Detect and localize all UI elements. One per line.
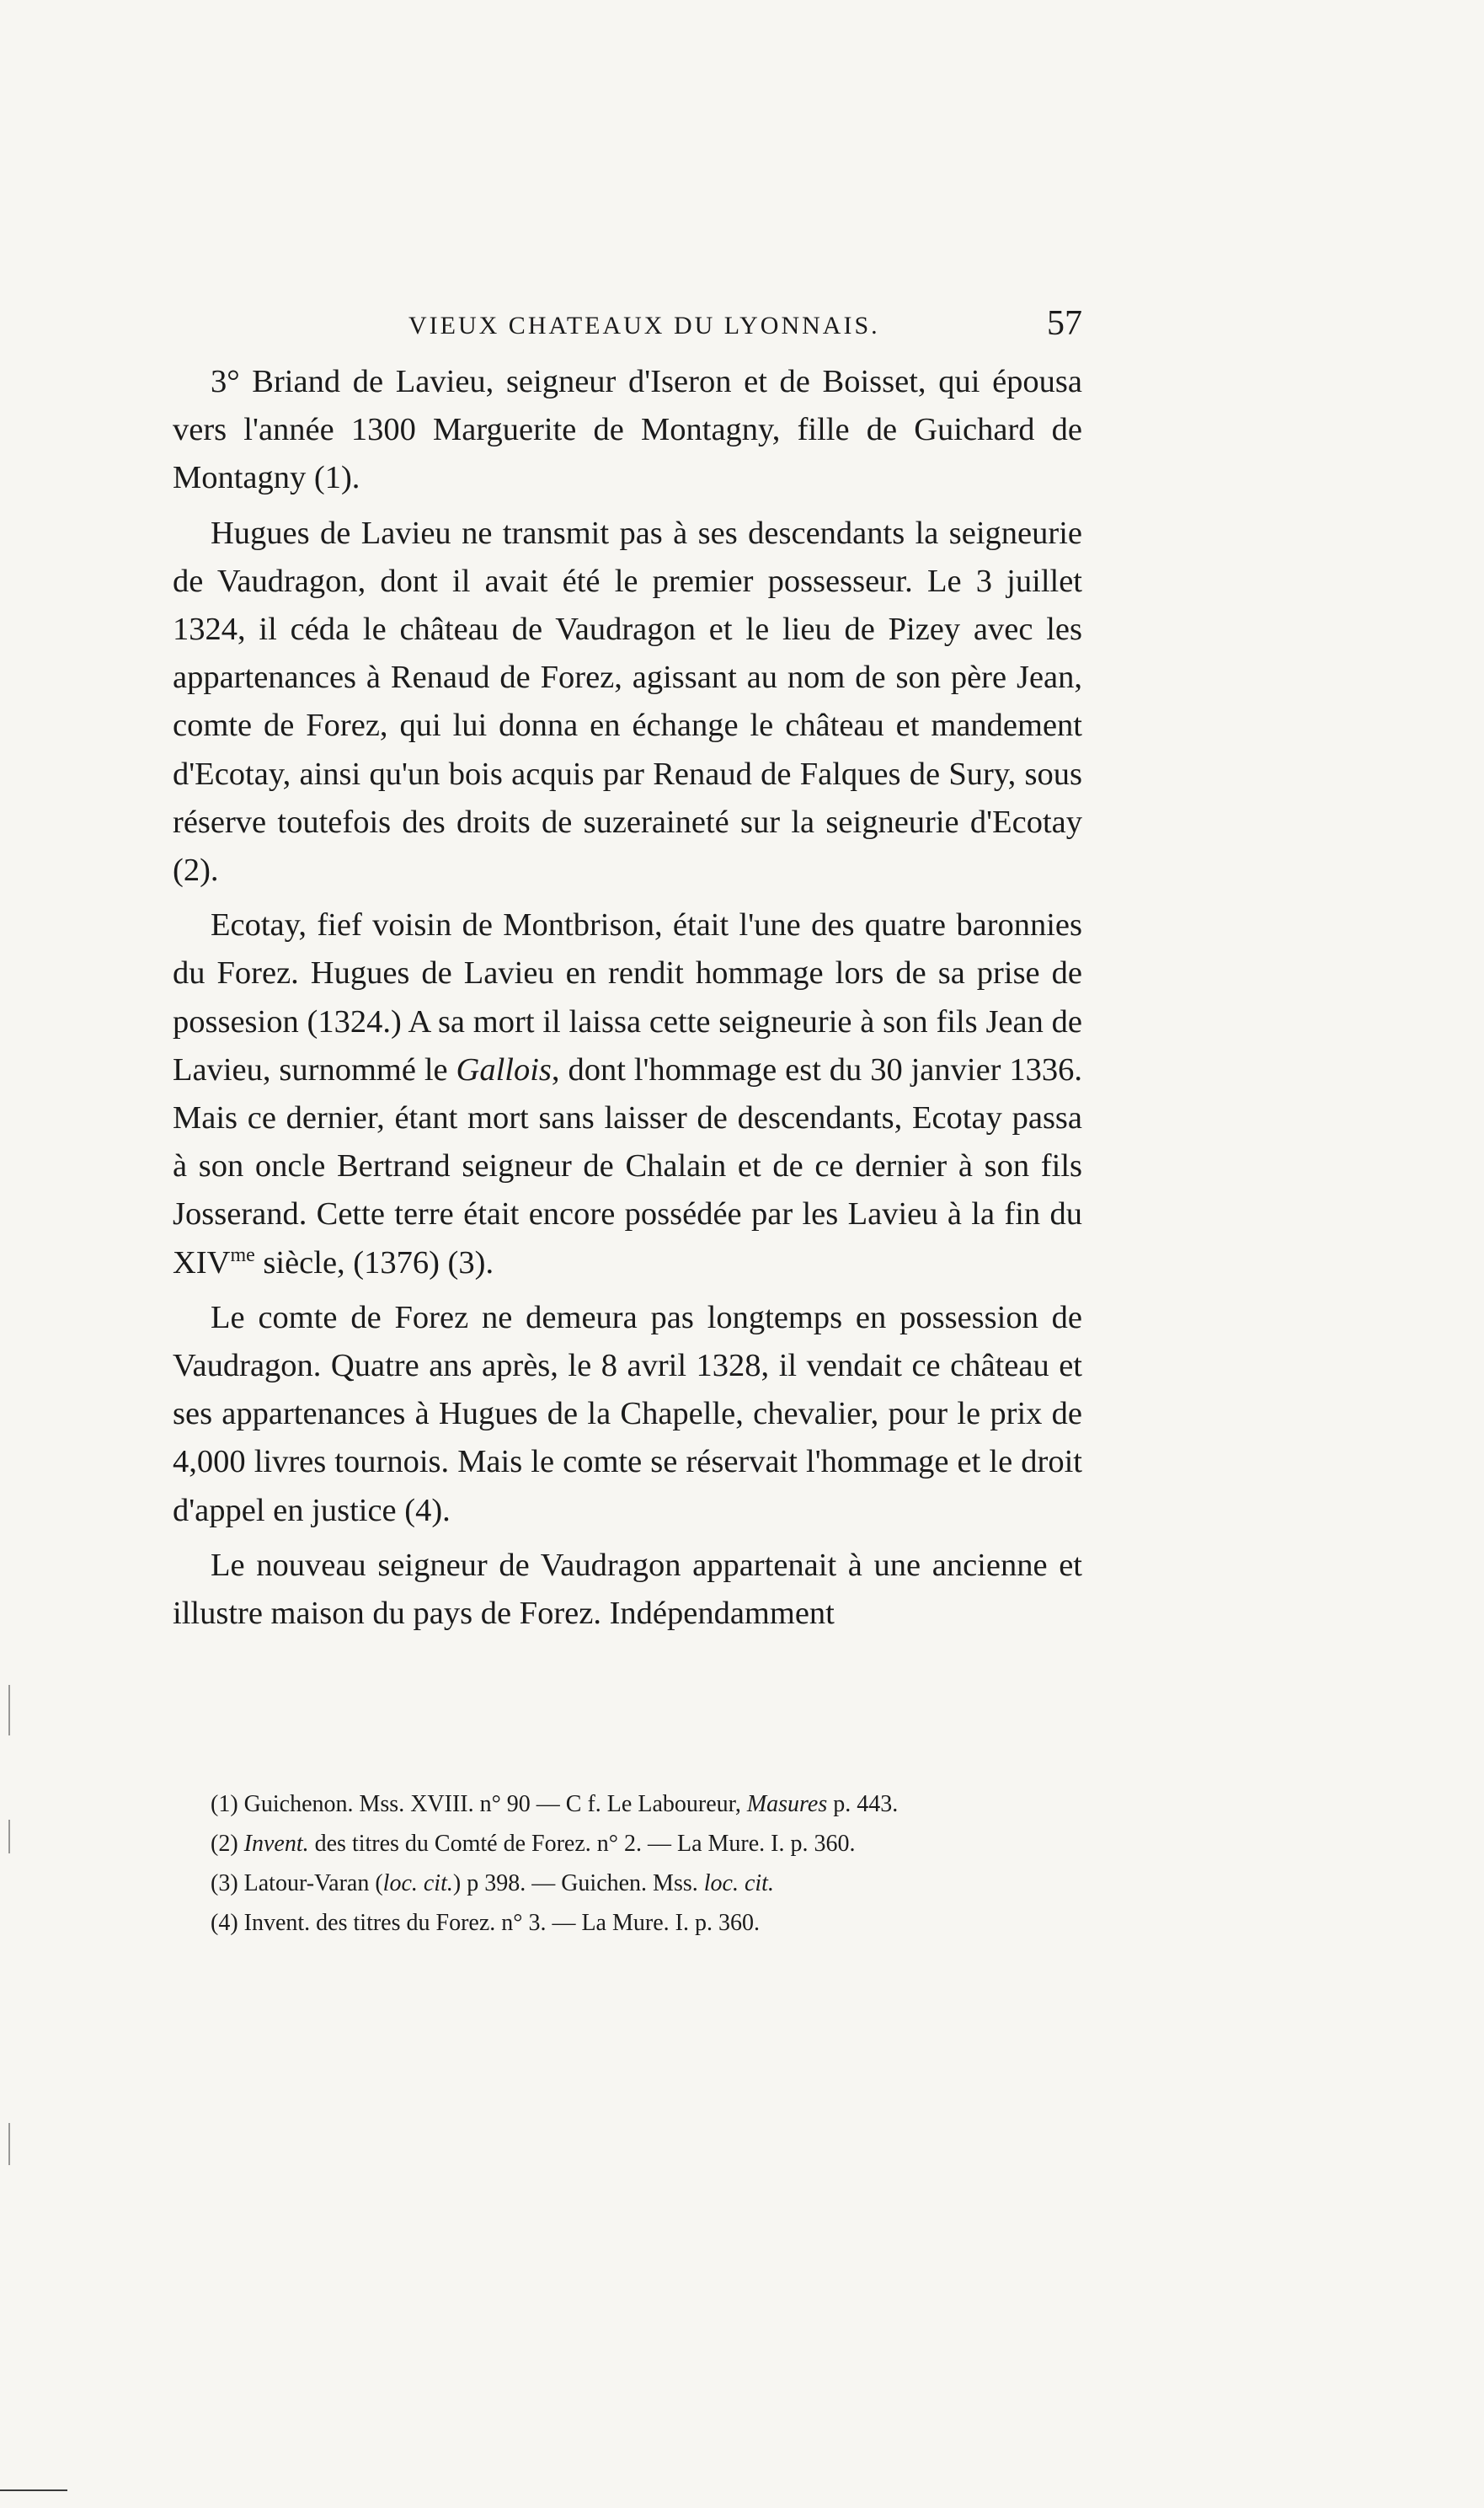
paragraph-text: , dont l'hommage est du 30 janvier 1336. Mais ce dernier, étant mort sans laisser de descendants, Ecotay passa à son oncle Bertrand seigneur de Chalain et de ce dernier à son fils Josserand. Cette terre était encore possédée par les Lavieu à la fin du XIV <box>173 1051 1082 1281</box>
scan-edge-mark <box>8 2123 10 2165</box>
italic-text: Invent. <box>243 1831 309 1857</box>
paragraph <box>173 901 1082 1287</box>
footnotes <box>173 1784 1082 1943</box>
footnote: (4) Invent. des titres du Forez. n° 3. — La Mure. I. p. 360. <box>211 1910 760 1936</box>
running-head <box>173 303 1082 345</box>
paragraph-text: Ecotay, fief voisin de Montbrison, était l'une des quatre baronnies du Forez. Hugues de Lavieu en rendit hommage lors de sa prise de possesion (1324.) A sa mort il laissa cette seigneurie à son fils Jean de Lavieu, surnommé le <box>173 907 1082 1088</box>
italic-text: loc. cit. <box>382 1870 453 1896</box>
scan-edge-mark <box>8 1820 10 1853</box>
footnote <box>173 1824 1082 1864</box>
italic-text: Gallois <box>456 1051 552 1088</box>
footnote <box>173 1784 1082 1824</box>
footnote-text: (2) <box>211 1831 244 1857</box>
page-number: 57 <box>1047 304 1082 343</box>
footnote-text: (3) Latour-Varan ( <box>211 1870 383 1896</box>
body-text <box>173 358 1082 1638</box>
footnote-text: ) p 398. — Guichen. Mss. <box>452 1870 704 1896</box>
running-title: VIEUX CHATEAUX DU LYONNAIS. <box>408 312 880 340</box>
paragraph-text: siècle, (1376) (3). <box>254 1244 494 1281</box>
paragraph: 3° Briand de Lavieu, seigneur d'Iseron et de Boisset, qui épousa vers l'année 1300 Marguerite de Montagny, fille de Guichard de Montagny (1). <box>173 364 1082 496</box>
paragraph: Le nouveau seigneur de Vaudragon appartenait à une ancienne et illustre maison du pays de Forez. Indépendamment <box>173 1547 1082 1632</box>
footnote-text: p. 443. <box>827 1791 899 1817</box>
footnote-text: des titres du Comté de Forez. n° 2. — La Mure. I. p. 360. <box>308 1831 856 1857</box>
footnote <box>173 1864 1082 1903</box>
footnote-text: (1) Guichenon. Mss. XVIII. n° 90 — C f. Le Laboureur, <box>211 1791 747 1817</box>
italic-text: loc. cit. <box>703 1870 774 1896</box>
paragraph: Hugues de Lavieu ne transmit pas à ses descendants la seigneurie de Vaudragon, dont il avait été le premier possesseur. Le 3 juillet 1324, il céda le château de Vaudragon et le lieu de Pizey avec les appartenances à Renaud de Forez, agissant au nom de son père Jean, comte de Forez, qui lui donna en échange le château et mandement d'Ecotay, ainsi qu'un bois acquis par Renaud de Falques de Sury, sous réserve toutefois des droits de suzeraineté sur la seigneurie d'Ecotay (2). <box>173 515 1082 889</box>
italic-text: Masures <box>746 1791 828 1817</box>
paragraph: Le comte de Forez ne demeura pas longtemps en possession de Vaudragon. Quatre ans après, le 8 avril 1328, il vendait ce château et ses appartenances à Hugues de la Chapelle, chevalier, pour le prix de 4,000 livres tournois. Mais le comte se réservait l'hommage et le droit d'appel en justice (4). <box>173 1299 1082 1528</box>
superscript: me <box>230 1243 255 1266</box>
scan-edge-mark <box>0 2489 67 2491</box>
scan-edge-mark <box>8 1685 10 1735</box>
